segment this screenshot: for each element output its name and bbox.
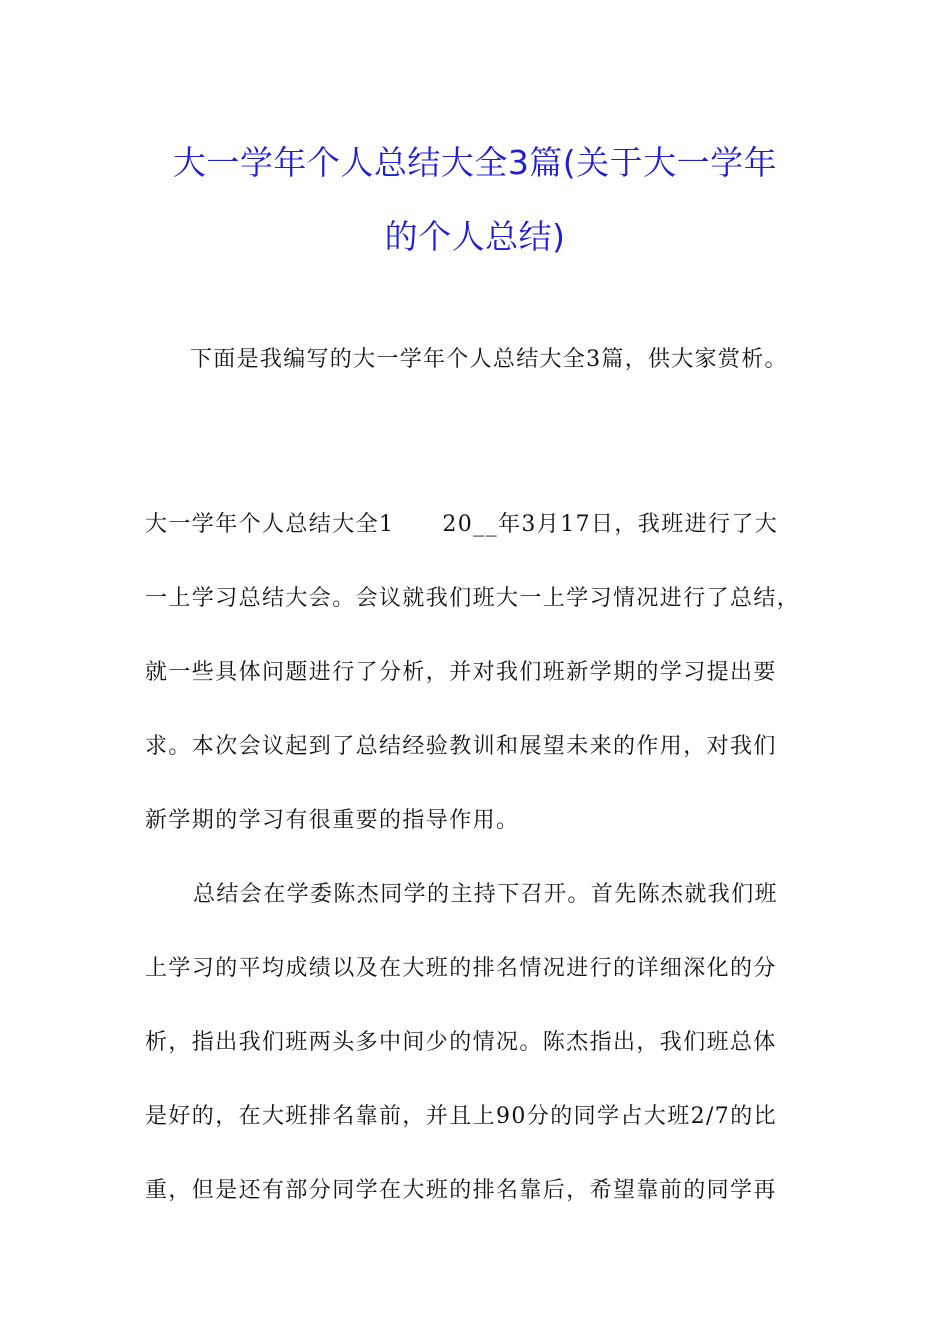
text-line: 析，指出我们班两头多中间少的情况。陈杰指出，我们班总体 <box>145 1030 777 1055</box>
text-line <box>145 488 815 562</box>
text-line: 上学习的平均成绩以及在大班的排名情况进行的详细深化的分 <box>145 956 777 981</box>
document-title <box>120 126 830 274</box>
title-line-1: 大一学年个人总结大全3篇(关于大一学年 <box>172 143 778 182</box>
text-line: 一上学习总结大会。会议就我们班大一上学习情况进行了总结， <box>145 586 801 611</box>
text-line: 就一些具体问题进行了分析，并对我们班新学期的学习提出要 <box>145 660 777 685</box>
body-text <box>145 488 815 1228</box>
text-line: 重，但是还有部分同学在大班的排名靠后，希望靠前的同学再 <box>145 1178 777 1203</box>
text-line-content: 20__年3月17日，我班进行了大 <box>442 512 779 537</box>
text-line: 新学期的学习有很重要的指导作用。 <box>145 808 520 833</box>
intro-paragraph: 下面是我编写的大一学年个人总结大全3篇，供大家赏析。 <box>190 347 788 372</box>
text-line: 是好的，在大班排名靠前，并且上90分的同学占大班2/7的比 <box>145 1104 778 1129</box>
text-line: 求。本次会议起到了总结经验教训和展望未来的作用，对我们 <box>145 734 777 759</box>
section-heading: 大一学年个人总结大全1 <box>145 512 395 537</box>
text-line: 总结会在学委陈杰同学的主持下召开。首先陈杰就我们班 <box>193 882 779 907</box>
title-line-2: 的个人总结) <box>384 217 566 256</box>
